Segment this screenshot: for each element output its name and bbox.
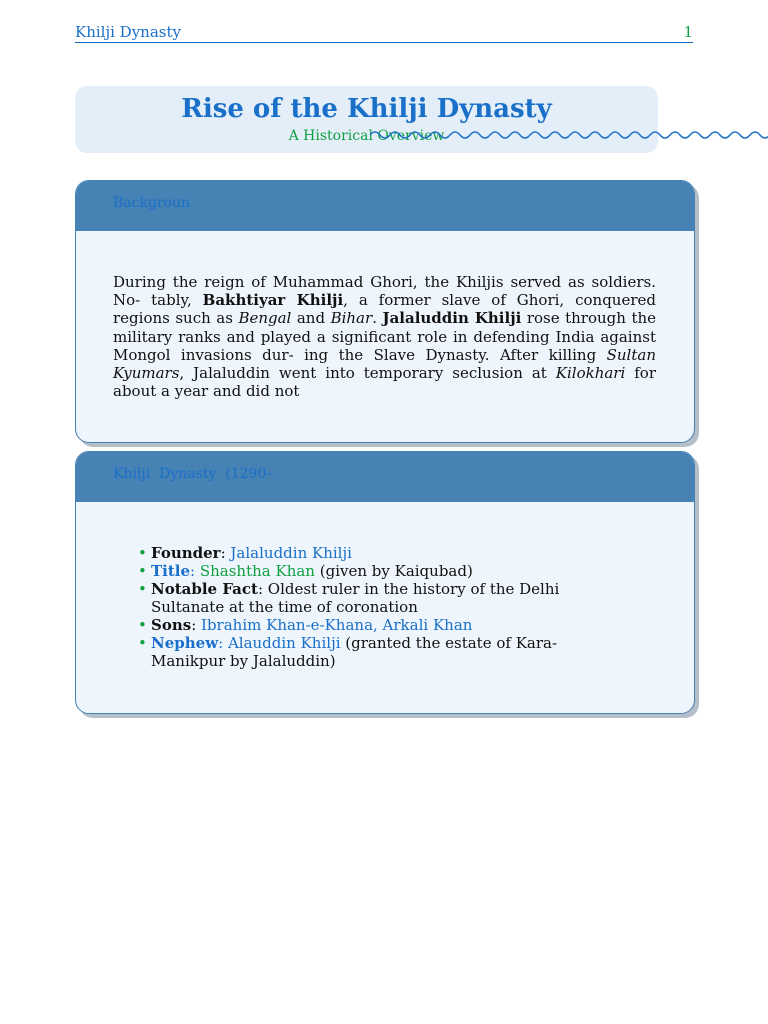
paragraph-run: . xyxy=(372,309,383,328)
fact-separator: : xyxy=(191,616,202,634)
paragraph-run: Sultan Kyumars xyxy=(113,345,656,383)
paragraph-run: During the reign of Muhammad Ghori, the Khiljis served as soldiers. No- tably, xyxy=(113,273,656,310)
card-heading: Backgroun xyxy=(113,195,191,211)
bullet-icon: • xyxy=(138,616,147,634)
fact-label: Title xyxy=(151,562,191,580)
fact-detail: Oldest ruler in the history of the Delhi Sultanate at the time of coronation xyxy=(151,580,560,616)
fact-value: Jalaluddin Khilji xyxy=(230,544,352,562)
background-paragraph xyxy=(113,273,656,400)
fact-list xyxy=(136,544,616,670)
fact-item xyxy=(136,562,616,580)
page-number: 1 xyxy=(683,23,693,41)
fact-label: Nephew xyxy=(151,634,219,652)
fact-separator: : xyxy=(220,544,231,562)
paragraph-run: , Jalaluddin went into temporary seclusion at xyxy=(179,364,556,383)
paragraph-run: rose through the military ranks and played a significant role in defending India against Mongol invasions dur- ing the Slave Dynasty. After killing xyxy=(113,309,657,364)
paragraph-run: Jalaluddin Khilji xyxy=(382,309,522,328)
card-heading: Khilji Dynasty (1290– xyxy=(113,466,274,482)
fact-item xyxy=(136,616,616,634)
paragraph-run: for about a year and did not xyxy=(113,364,656,401)
fact-label: Founder xyxy=(151,544,221,562)
bullet-icon: • xyxy=(138,580,147,598)
paragraph-run: Bakhtiyar Khilji xyxy=(202,291,344,310)
bullet-icon: • xyxy=(138,544,147,562)
fact-separator: : xyxy=(190,562,200,580)
document-title: Rise of the Khilji Dynasty xyxy=(181,94,552,124)
fact-value: Ibrahim Khan-e-Khana, Arkali Khan xyxy=(201,616,473,634)
fact-value: Alauddin Khilji xyxy=(227,634,341,652)
card-header xyxy=(76,452,694,502)
paragraph-run: Bihar xyxy=(330,309,373,328)
card-header xyxy=(76,181,694,231)
bullet-icon: • xyxy=(138,562,147,580)
fact-separator: : xyxy=(257,580,268,598)
paragraph-run: Kilokhari xyxy=(555,364,626,383)
fact-value: Shashtha Khan xyxy=(199,562,315,580)
paragraph-run: Bengal xyxy=(238,309,292,328)
background-card xyxy=(75,180,695,443)
fact-item xyxy=(136,544,616,562)
bullet-icon: • xyxy=(138,634,147,652)
fact-label: Notable Fact xyxy=(151,580,258,598)
fact-label: Sons xyxy=(151,616,192,634)
paragraph-run: and xyxy=(291,309,331,328)
running-header-title: Khilji Dynasty xyxy=(75,23,181,41)
fact-item xyxy=(136,634,616,670)
document-subtitle: A Historical Overview xyxy=(288,128,445,144)
fact-detail: (given by Kaiqubad) xyxy=(314,562,473,580)
fact-item xyxy=(136,580,616,616)
dynasty-card xyxy=(75,451,695,714)
fact-separator: : xyxy=(218,634,228,652)
running-header xyxy=(75,22,693,43)
decorative-wave-line xyxy=(370,126,768,144)
paragraph-run: , a former slave of Ghori, conquered regions such as xyxy=(113,291,656,328)
fact-detail: (granted the estate of Kara-Manikpur by Jalaluddin) xyxy=(151,634,558,670)
